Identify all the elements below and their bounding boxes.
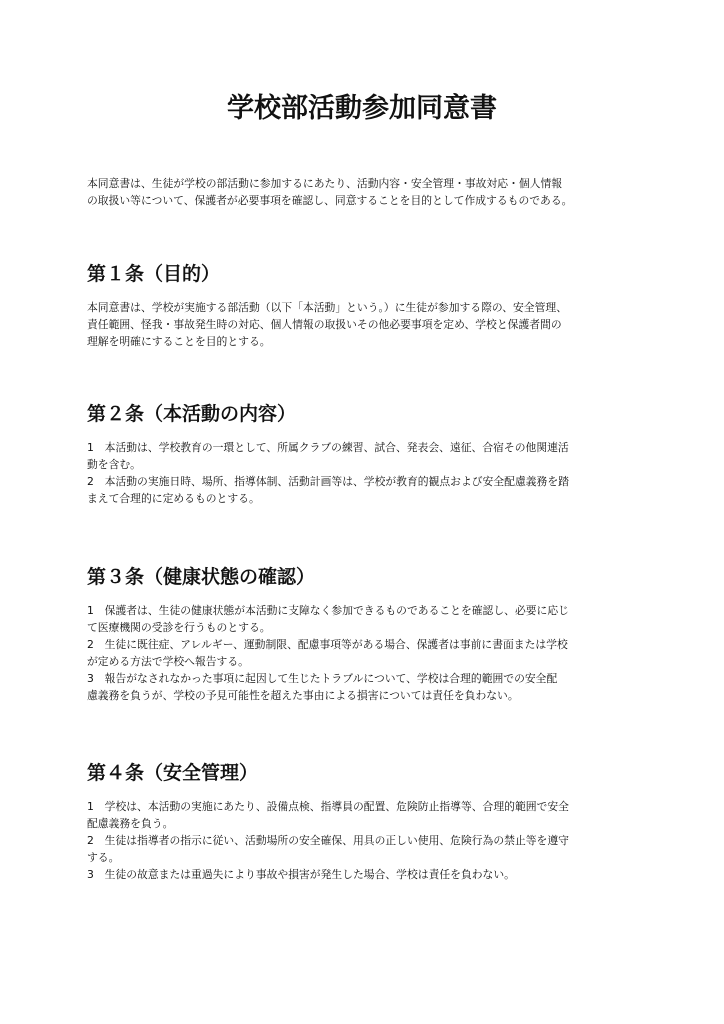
article-line: まえて合理的に定めるものとする。 — [87, 492, 260, 505]
article-line: 2 本活動の実施日時、場所、指導体制、活動計画等は、学校が教育的観点および安全配慮義務を踏 — [87, 475, 569, 488]
intro-line: の取扱い等について、保護者が必要事項を確認し、同意することを目的として作成するものである。 — [87, 194, 573, 207]
article-line: 1 学校は、本活動の実施にあたり、設備点検、指導員の配置、危険防止指導等、合理的範囲で安全 — [87, 800, 569, 813]
article-line: 3 報告がなされなかった事項に起因して生じたトラブルについて、学校は合理的範囲での安全配 — [87, 672, 558, 685]
article-line: が定める方法で学校へ報告する。 — [87, 655, 249, 668]
article-line: 2 生徒は指導者の指示に従い、活動場所の安全確保、用具の正しい使用、危険行為の禁止等を遵守 — [87, 834, 569, 847]
document-title: 学校部活動参加同意書 — [227, 93, 497, 124]
article-line: 動を含む。 — [87, 458, 141, 471]
article-line: 理解を明確にすることを目的とする。 — [87, 335, 271, 348]
article-line: 本同意書は、学校が実施する部活動（以下「本活動」という。）に生徒が参加する際の、安全管理、 — [87, 301, 568, 314]
article-line: 1 本活動は、学校教育の一環として、所属クラブの練習、試合、発表会、遠征、合宿その他関連活 — [87, 441, 569, 454]
intro-line: 本同意書は、生徒が学校の部活動に参加するにあたり、活動内容・安全管理・事故対応・個人情報 — [87, 177, 563, 190]
article-1 — [87, 262, 647, 350]
article-line: する。 — [87, 851, 120, 864]
article-heading: 第３条（健康状態の確認） — [87, 566, 316, 588]
article-body — [87, 439, 647, 507]
article-line: 3 生徒の故意または重過失により事故や損害が発生した場合、学校は責任を負わない。 — [87, 868, 515, 881]
article-line: 責任範囲、怪我・事故発生時の対応、個人情報の取扱いその他必要事項を定め、学校と保護者間の — [87, 318, 562, 331]
article-heading: 第４条（安全管理） — [87, 762, 259, 784]
article-line: 慮義務を負うが、学校の予見可能性を超えた事由による損害については責任を負わない。 — [87, 689, 519, 702]
article-body — [87, 798, 647, 883]
article-line: 1 保護者は、生徒の健康状態が本活動に支障なく参加できるものであることを確認し、必要に応じ — [87, 604, 569, 617]
article-line: 2 生徒に既往症、アレルギー、運動制限、配慮事項等がある場合、保護者は事前に書面または学校 — [87, 638, 568, 651]
article-body — [87, 299, 647, 350]
article-heading: 第１条（目的） — [87, 263, 221, 285]
article-3 — [87, 565, 647, 704]
article-heading: 第２条（本活動の内容） — [87, 403, 297, 425]
article-line: 配慮義務を負う。 — [87, 817, 174, 830]
article-2 — [87, 402, 647, 507]
intro-paragraph — [87, 175, 647, 209]
article-4 — [87, 761, 647, 883]
article-line: て医療機関の受診を行うものとする。 — [87, 621, 271, 634]
article-body — [87, 602, 647, 704]
